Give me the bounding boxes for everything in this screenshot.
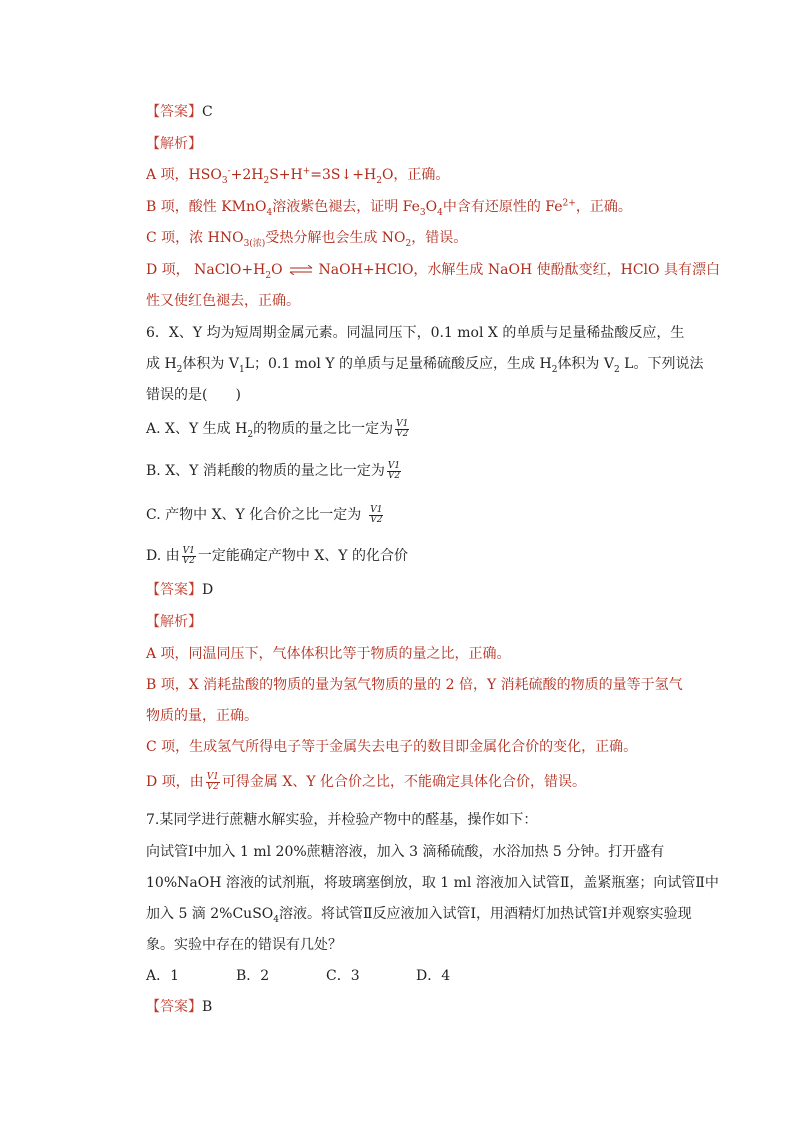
analysis-tag: 【解析】 xyxy=(146,614,202,630)
option-b-q6: B. X、Y 消耗酸的物质的量之比一定为 $\frac{V1}{V2}$ xyxy=(146,460,401,481)
answer-line-q7 xyxy=(146,997,212,1017)
fraction-v1-v2: $\frac{V1}{V2}$ xyxy=(206,771,219,792)
question-7-stem-2: 向试管Ⅰ中加入 1 ml 20%蔗糖溶液，加入 3 滴稀硫酸，水浴加热 5 分钟。打开盛有 xyxy=(146,844,665,860)
option-d-q7: D．4 xyxy=(416,968,451,984)
fraction-v1-v2: $\frac{V1}{V2}$ xyxy=(370,504,383,525)
explanation-d-q5: D 项， $NaClO+H_2O$ NaOH+HClO，水解生成 NaOH 使酚酞变红，HClO 具有漂白 xyxy=(146,262,720,281)
question-7-stem-1: 7.某同学进行蔗糖水解实验，并检验产物中的醛基，操作如下： xyxy=(146,812,538,828)
option-b-q7: B．2 xyxy=(236,968,270,984)
question-6-stem-3: 错误的是( ) xyxy=(146,387,241,403)
explanation-b-q5: B 项，酸性 KMnO$_4$溶液紫色褪去，证明 $Fe_3O_4$中含有还原性的 $Fe^{2+}$，正确。 xyxy=(146,198,632,218)
option-c-q6: C. 产物中 X、Y 化合价之比一定为 $\frac{V1}{V2}$ xyxy=(146,504,383,525)
question-7-stem-3: 10%NaOH 溶液的试剂瓶，将玻璃塞倒放，取 1 ml 溶液加入试管Ⅱ，盖紧瓶塞；向试管Ⅱ中 xyxy=(146,875,719,891)
explanation-b-q6: B 项，X 消耗盐酸的物质的量为氢气物质的量的 2 倍，Y 消耗硫酸的物质的量等于氢气 xyxy=(146,677,683,693)
fraction-v1-v2: $\frac{V1}{V2}$ xyxy=(387,460,401,481)
explanation-d-q5-cont: 性又使红色褪去，正确。 xyxy=(146,293,300,309)
answer-line-q6 xyxy=(146,580,213,600)
explanation-c-q5: C 项，浓 $HNO_{3(浓)}$受热分解也会生成 $NO_2$，错误。 xyxy=(146,230,468,249)
answer-tag: 【答案】 xyxy=(146,104,202,120)
answer-value: C xyxy=(202,104,213,120)
question-7-stem-4: 加入 5 滴 2%CuSO$_4$溶液。将试管Ⅱ反应液加入试管Ⅰ，用酒精灯加热试管Ⅰ并观察实验现 xyxy=(146,906,692,925)
analysis-tag: 【解析】 xyxy=(146,136,202,152)
option-d-q6: D. 由 $\frac{V1}{V2}$ 一定能确定产物中 X、Y 的化合价 xyxy=(146,545,408,566)
explanation-c-q6: C 项，生成氢气所得电子等于金属失去电子的数目即金属化合价的变化，正确。 xyxy=(146,739,638,755)
reversible-arrow-icon xyxy=(289,265,313,275)
option-a-q7: A．1 xyxy=(146,968,180,984)
answer-line-q5 xyxy=(146,102,213,122)
fraction-v1-v2: $\frac{V1}{V2}$ xyxy=(182,545,195,566)
options-q7 xyxy=(146,966,506,986)
explanation-d-q6: D 项，由 $\frac{V1}{V2}$ 可得金属 X、Y 化合价之比，不能确定具体化合价，错误。 xyxy=(146,771,587,792)
answer-tag: 【答案】 xyxy=(146,582,202,598)
explanation-b-q6-cont: 物质的量，正确。 xyxy=(146,708,258,724)
question-6-stem-1: 6．X、Y 均为短周期金属元素。同温同压下，0.1 mol X 的单质与足量稀盐酸反应，生 xyxy=(146,325,685,341)
answer-value: D xyxy=(202,582,214,598)
explanation-a-q6: A 项，同温同压下，气体体积比等于物质的量之比，正确。 xyxy=(146,646,511,662)
question-6-stem-2: 成 $H_2$体积为 $V_1L$；0.1 mol Y 的单质与足量稀硫酸反应，生成 $H_2$体积为 $V_2$ L。下列说法 xyxy=(146,356,704,375)
explanation-a-q5: A 项，$HSO_3^-+2H_2S+H^+=3S↓+H_2O$，正确。 xyxy=(146,166,450,186)
question-7-stem-5: 象。实验中存在的错误有几处？ xyxy=(146,937,342,953)
option-a-q6: A. X、Y 生成 $H_2$的物质的量之比一定为 $\frac{V1}{V2}$ xyxy=(146,418,409,440)
answer-value: B xyxy=(202,999,213,1015)
fraction-v1-v2: $\frac{V1}{V2}$ xyxy=(396,418,409,439)
option-c-q7: C．3 xyxy=(326,968,360,984)
answer-tag: 【答案】 xyxy=(146,999,202,1015)
